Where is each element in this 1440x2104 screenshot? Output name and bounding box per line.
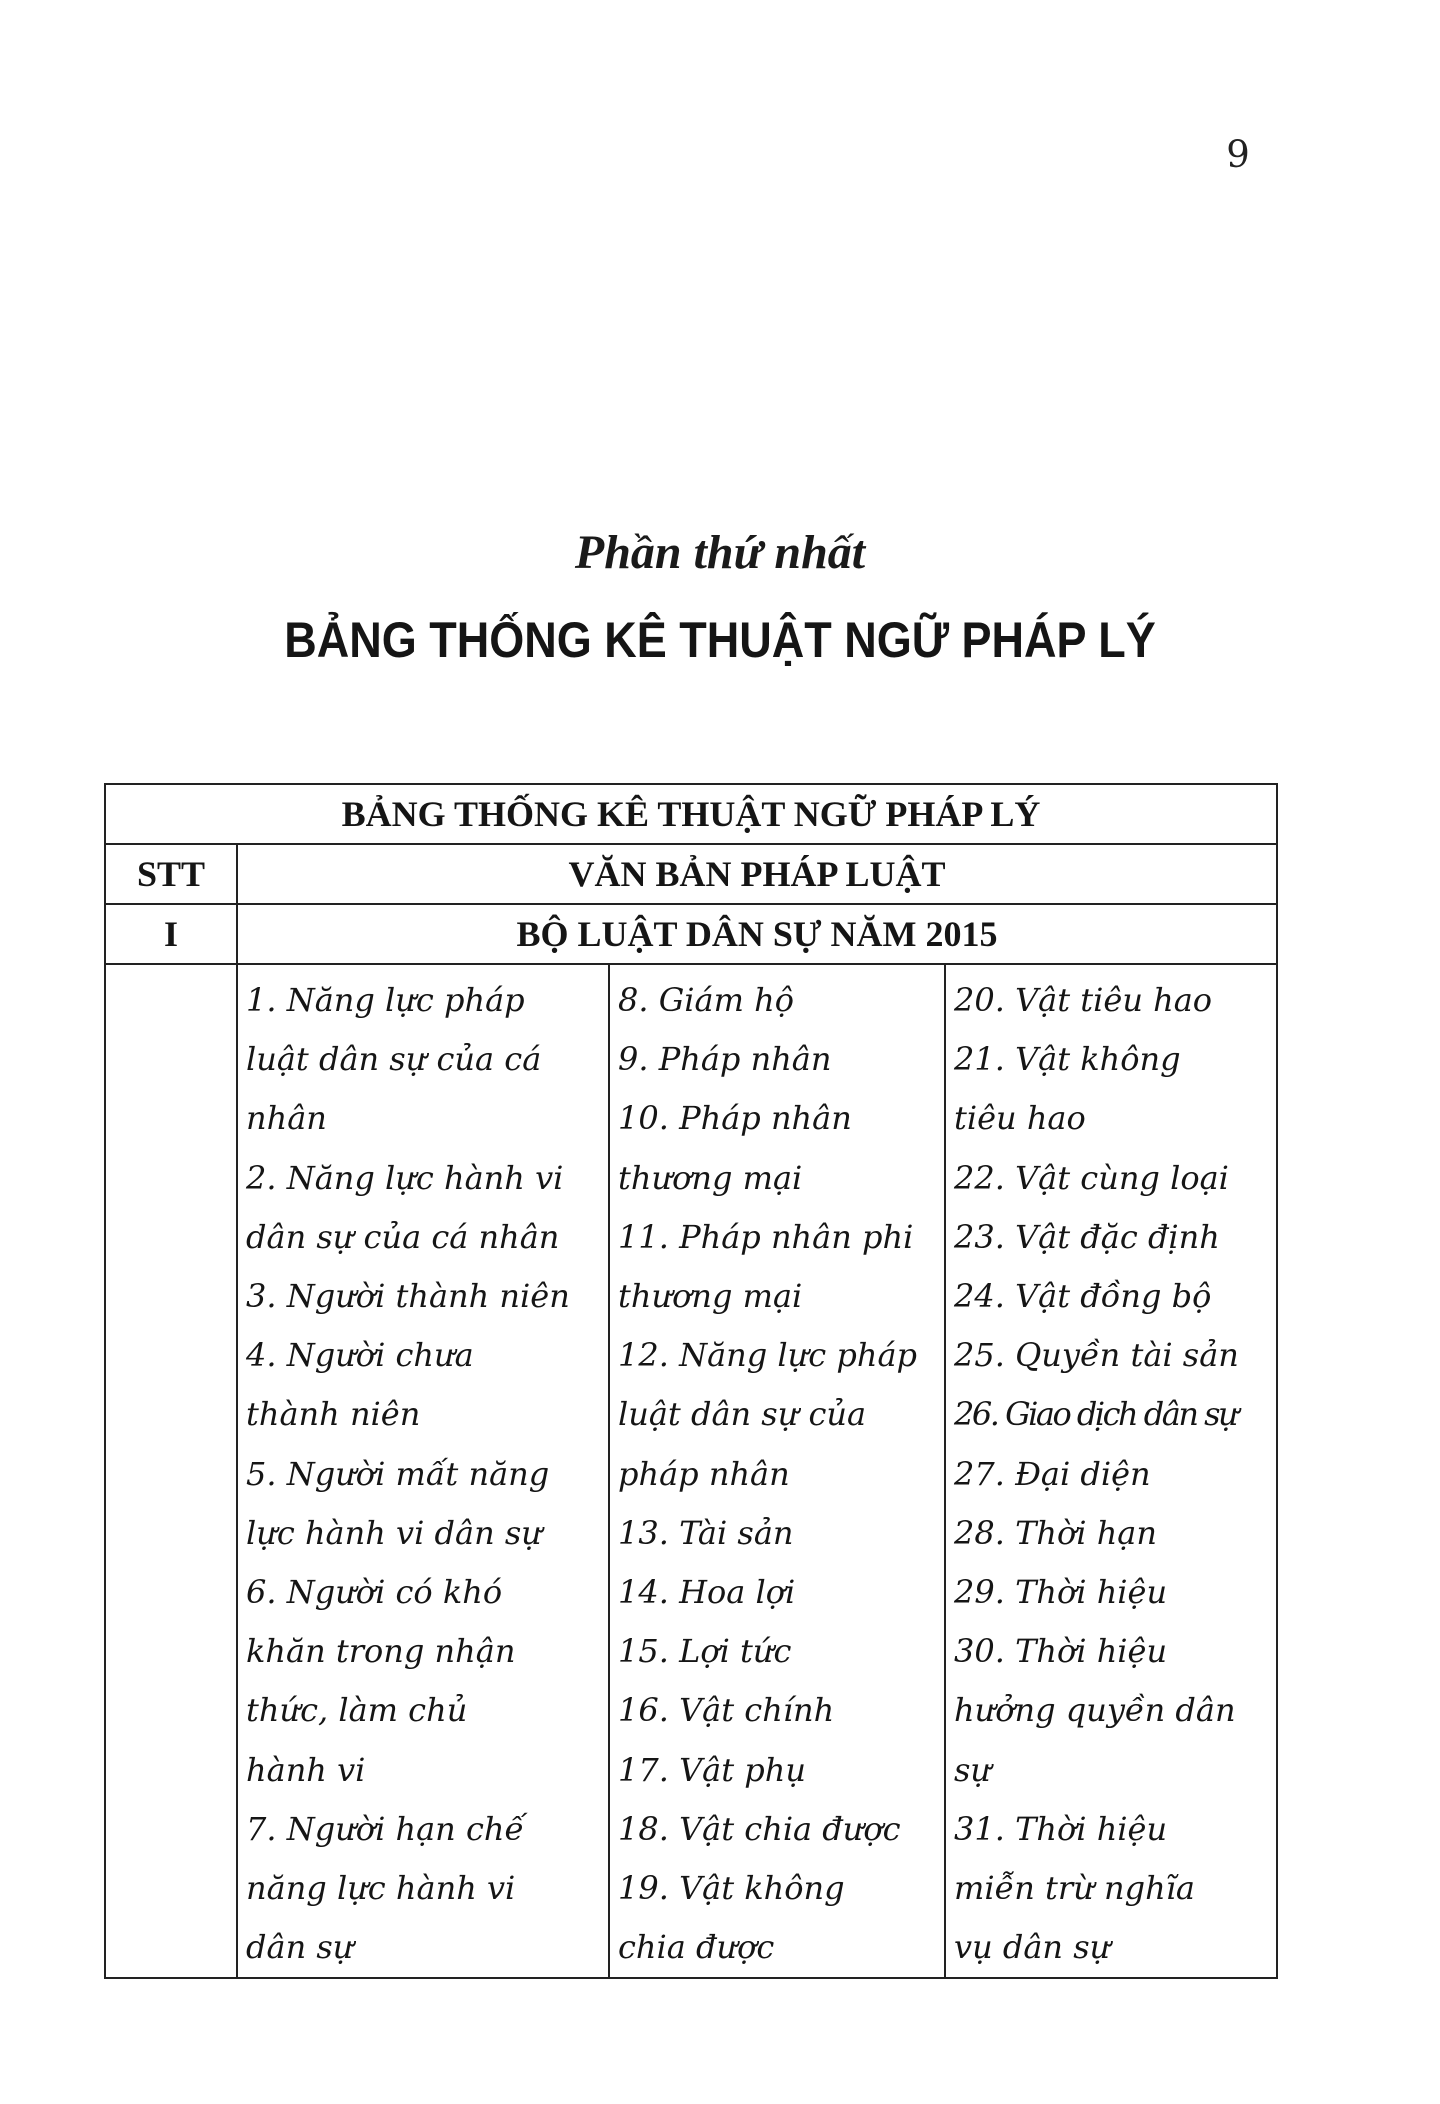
- term-line: 1. Năng lực pháp: [246, 981, 525, 1019]
- stt-empty-cell: [105, 964, 237, 1978]
- term-line: 5. Người mất năng: [246, 1454, 550, 1493]
- term-line: 29. Thời hiệu: [954, 1573, 1168, 1612]
- part-title: Phần thứ nhất: [574, 526, 866, 579]
- page-title: BẢNG THỐNG KÊ THUẬT NGỮ PHÁP LÝ: [284, 612, 1156, 668]
- term-line: 25. Quyền tài sản: [954, 1336, 1239, 1375]
- term-line: năng lực hành vi: [246, 1869, 516, 1908]
- term-line: 4. Người chưa: [246, 1336, 474, 1375]
- term-line: 30. Thời hiệu: [954, 1632, 1168, 1671]
- header-stt: STT: [105, 844, 237, 904]
- term-line: 15. Lợi tức: [618, 1632, 792, 1671]
- terms-column-2: [609, 964, 945, 1978]
- term-line: dân sự của cá nhân: [246, 1217, 560, 1256]
- terms-column-3: [945, 964, 1277, 1978]
- section-name: BỘ LUẬT DÂN SỰ NĂM 2015: [237, 904, 1277, 964]
- term-line: 23. Vật đặc định: [954, 1217, 1220, 1256]
- term-line: 27. Đại diện: [954, 1454, 1151, 1493]
- term-line: 24. Vật đồng bộ: [954, 1277, 1212, 1316]
- header-document: VĂN BẢN PHÁP LUẬT: [237, 844, 1277, 904]
- section-row: [105, 904, 1277, 964]
- term-line: luật dân sự của cá: [246, 1040, 542, 1079]
- term-list-1: [246, 971, 608, 1977]
- section-stt: I: [105, 904, 237, 964]
- term-line: 2. Năng lực hành vi: [246, 1158, 564, 1197]
- term-line: 12. Năng lực pháp: [618, 1336, 917, 1375]
- term-line: khăn trong nhận: [246, 1632, 516, 1671]
- term-line: 7. Người hạn chế: [246, 1809, 525, 1848]
- term-line: hành vi: [246, 1750, 366, 1789]
- term-line: 10. Pháp nhân: [618, 1099, 852, 1138]
- terms-row: [105, 964, 1277, 1978]
- term-line: 6. Người có khó: [246, 1573, 503, 1612]
- term-line: tiêu hao: [954, 1099, 1086, 1138]
- term-line: miễn trừ nghĩa: [954, 1869, 1195, 1908]
- term-line: thức, làm chủ: [246, 1691, 468, 1730]
- term-line: 11. Pháp nhân phi: [618, 1217, 914, 1256]
- term-line: 22. Vật cùng loại: [954, 1158, 1229, 1197]
- term-line: thành niên: [246, 1395, 421, 1434]
- term-line: nhân: [246, 1099, 327, 1138]
- term-line: 8. Giám hộ: [618, 981, 794, 1019]
- term-line: pháp nhân: [618, 1454, 790, 1493]
- term-line: sự: [954, 1750, 992, 1789]
- term-line: 21. Vật không: [954, 1040, 1181, 1079]
- term-line: 14. Hoa lợi: [618, 1573, 796, 1612]
- term-line: thương mại: [618, 1277, 803, 1316]
- legal-terms-table: [104, 783, 1278, 1979]
- term-line: lực hành vi dân sự: [246, 1513, 542, 1552]
- term-list-3: [954, 971, 1276, 1977]
- term-line: 13. Tài sản: [618, 1513, 794, 1552]
- table-title-row: [105, 784, 1277, 844]
- term-line: 19. Vật không: [618, 1869, 845, 1908]
- term-line: 31. Thời hiệu: [954, 1809, 1168, 1848]
- terms-column-1: [237, 964, 609, 1978]
- term-line: thương mại: [618, 1158, 803, 1197]
- term-line: 3. Người thành niên: [246, 1277, 570, 1316]
- term-line: vụ dân sự: [954, 1928, 1111, 1967]
- table-header-row: [105, 844, 1277, 904]
- term-line: 17. Vật phụ: [618, 1750, 806, 1789]
- term-list-2: [618, 971, 944, 1977]
- term-line: 18. Vật chia được: [618, 1809, 901, 1848]
- page-number: 9: [1226, 133, 1250, 176]
- term-line: 20. Vật tiêu hao: [954, 981, 1213, 1019]
- term-line: 16. Vật chính: [618, 1691, 835, 1730]
- table-title: BẢNG THỐNG KÊ THUẬT NGỮ PHÁP LÝ: [105, 784, 1277, 844]
- term-line: hưởng quyền dân: [954, 1691, 1236, 1730]
- term-line: 9. Pháp nhân: [618, 1040, 832, 1079]
- term-line: luật dân sự của: [618, 1395, 867, 1434]
- term-line: 26. Giao dịch dân sự: [954, 1395, 1237, 1434]
- term-line: dân sự: [246, 1928, 354, 1967]
- term-line: 28. Thời hạn: [954, 1513, 1157, 1552]
- term-line: chia được: [618, 1928, 775, 1967]
